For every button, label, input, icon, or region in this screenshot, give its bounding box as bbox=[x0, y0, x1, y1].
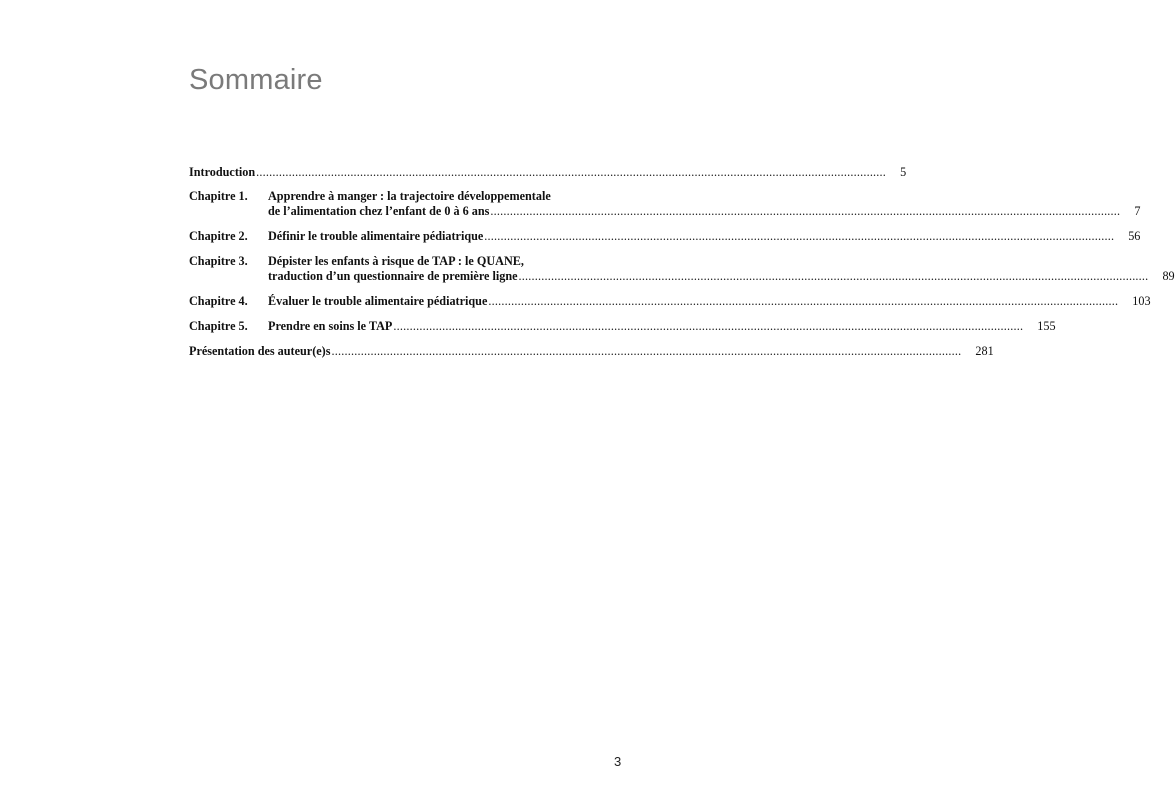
chapter-label: Chapitre 4. bbox=[189, 294, 248, 308]
toc-line bbox=[268, 269, 1175, 284]
dot-leader: .................................................................................................................................................................................................. bbox=[331, 344, 962, 358]
chapter-label: Chapitre 3. bbox=[189, 254, 248, 268]
dot-leader: .................................................................................................................................................................................................. bbox=[490, 204, 1121, 218]
toc-line bbox=[268, 254, 623, 269]
table-of-contents bbox=[189, 165, 1175, 369]
dot-leader: .................................................................................................................................................................................................. bbox=[393, 319, 1024, 333]
toc-page-number: 155 bbox=[1037, 319, 1056, 333]
toc-entry-introduction[interactable] bbox=[189, 165, 907, 180]
chapter-label: Chapitre 2. bbox=[189, 229, 248, 243]
toc-line bbox=[268, 319, 1056, 334]
toc-entry-title-line-1: Apprendre à manger : la trajectoire développementale bbox=[268, 189, 551, 203]
toc-entry-chapter-1[interactable] bbox=[189, 189, 1141, 219]
toc-page-number: 89 bbox=[1162, 269, 1175, 283]
chapter-label: Chapitre 5. bbox=[189, 319, 248, 333]
toc-entry-chapter-2[interactable] bbox=[189, 229, 1141, 244]
toc-page-number: 5 bbox=[900, 165, 907, 179]
toc-entry-chapter-5[interactable] bbox=[189, 319, 1056, 334]
toc-line bbox=[268, 294, 1151, 309]
toc-entry-body bbox=[268, 254, 1175, 284]
toc-line bbox=[189, 344, 994, 359]
dot-leader: .................................................................................................................................................................................................. bbox=[518, 269, 1149, 283]
toc-entry-body bbox=[268, 294, 1151, 309]
toc-entry-body bbox=[268, 229, 1141, 244]
page-number: 3 bbox=[614, 754, 622, 769]
toc-entry-chapter-4[interactable] bbox=[189, 294, 1151, 309]
toc-entry-title-line-1: Dépister les enfants à risque de TAP : le QUANE, bbox=[268, 254, 524, 268]
toc-entry-body bbox=[189, 165, 907, 180]
toc-entry-chapter-3[interactable] bbox=[189, 254, 1175, 284]
toc-entry-title-line-2: traduction d’un questionnaire de première ligne bbox=[268, 269, 518, 283]
toc-entry-title: Prendre en soins le TAP bbox=[268, 319, 393, 333]
toc-entry-title: Évaluer le trouble alimentaire pédiatrique bbox=[268, 294, 488, 308]
toc-line bbox=[268, 229, 1141, 244]
toc-entry-body bbox=[268, 319, 1056, 334]
toc-entry-title-line-2: de l’alimentation chez l’enfant de 0 à 6 ans bbox=[268, 204, 490, 218]
toc-line bbox=[189, 165, 907, 180]
toc-entry-title: Introduction bbox=[189, 165, 256, 179]
toc-line bbox=[268, 204, 1141, 219]
toc-entry-authors[interactable] bbox=[189, 344, 994, 359]
page-title: Sommaire bbox=[189, 64, 323, 96]
dot-leader: .................................................................................................................................................................................................. bbox=[256, 165, 887, 179]
dot-leader: .................................................................................................................................................................................................. bbox=[484, 229, 1115, 243]
toc-entry-body bbox=[189, 344, 994, 359]
dot-leader: .................................................................................................................................................................................................. bbox=[488, 294, 1119, 308]
toc-page-number: 281 bbox=[975, 344, 994, 358]
toc-entry-title: Définir le trouble alimentaire pédiatrique bbox=[268, 229, 484, 243]
toc-entry-title: Présentation des auteur(e)s bbox=[189, 344, 331, 358]
toc-line bbox=[268, 189, 623, 204]
chapter-label: Chapitre 1. bbox=[189, 189, 248, 203]
toc-page-number: 103 bbox=[1132, 294, 1151, 308]
toc-page-number: 56 bbox=[1128, 229, 1141, 243]
toc-entry-body bbox=[268, 189, 1141, 219]
toc-page-number: 7 bbox=[1134, 204, 1141, 218]
